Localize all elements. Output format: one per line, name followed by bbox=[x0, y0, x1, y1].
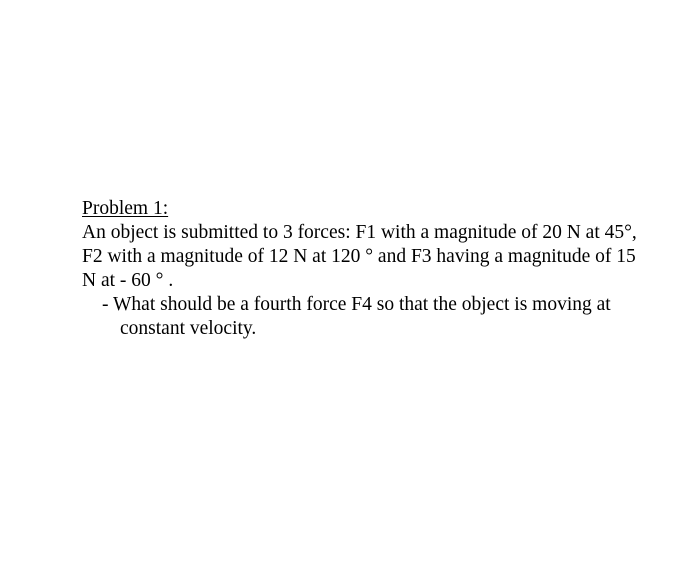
problem-block bbox=[82, 197, 642, 341]
problem-question: - What should be a fourth force F4 so that the object is moving at constant velocity. bbox=[102, 294, 611, 339]
problem-heading bbox=[82, 197, 642, 221]
problem-heading-text: Problem 1: bbox=[82, 198, 169, 219]
problem-statement: An object is submitted to 3 forces: F1 with a magnitude of 20 N at 45°, F2 with a magnitude of 12 N at 120 ° and F3 having a magnitude of 15 N at - 60 ° . bbox=[82, 222, 637, 291]
